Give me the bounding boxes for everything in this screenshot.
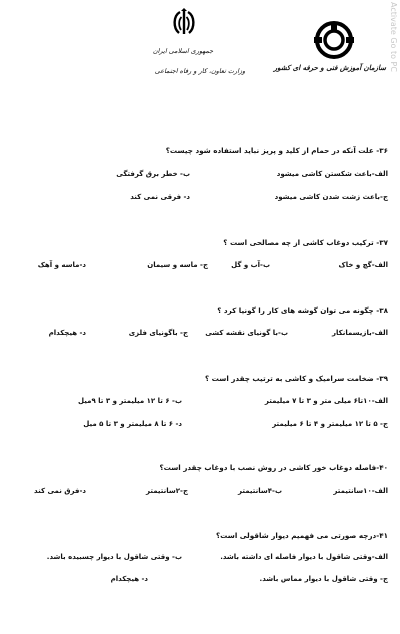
question-text: ۴۱-درچه صورتی می فهمیم دیوار شاقولی است؟ — [215, 531, 388, 540]
option-a: الف-۱۰سانتیمتر — [333, 487, 388, 495]
option-c: ج-۲سانتیمتر — [146, 487, 188, 495]
option-b: ب- خطر برق گرفتگی — [116, 170, 190, 178]
option-d: د- ۶ تا ۸ میلیمتر و ۳ تا ۵ میل — [83, 420, 182, 428]
option-d: د- هیچکدام — [110, 575, 148, 583]
question-text: ۴۰-فاصله دوغاب خور کاشی در روش نصب با دوغاب چقدر است؟ — [159, 463, 388, 472]
activation-watermark — [389, 2, 398, 72]
question-text: ۳۹- ضخامت سرامیک و کاشی به ترتیب چقدر است ؟ — [204, 374, 388, 383]
option-b: ب- وقتی شاقول با دیوار چسبیده باشد. — [46, 553, 182, 561]
option-c: ج- ۵ تا ۱۲ میلیمتر و ۴ تا ۶ میلیمتر — [272, 420, 388, 428]
option-c: ج- باگونیای فلزی — [128, 329, 188, 337]
option-d: د- هیچکدام — [48, 329, 86, 337]
option-c: ج- وقتی شاقول با دیوار مماس باشد. — [259, 575, 388, 583]
option-b: ب-۴سانتیمتر — [238, 487, 282, 495]
option-b: ب-آب و گل — [231, 261, 270, 269]
header-country-text: جمهوری اسلامی ایران — [152, 47, 214, 55]
option-a: الف-وقتی شاقول با دیوار فاصله ای داشته باشد. — [220, 553, 388, 561]
watermark-line1: Activate — [389, 2, 398, 35]
question-text: ۳۷- ترکیب دوغاب کاشی از چه مصالحی است ؟ — [223, 238, 388, 247]
option-b: ب-با گونیای نقشه کشی — [205, 329, 288, 337]
question-text: ۳۶- علت آنکه در حمام از کلید و پریز نباید استفاده شود چیست؟ — [165, 146, 388, 155]
organization-logo-icon — [312, 20, 356, 60]
option-a: الف-۱۰تا۶ میلی متر و ۳ تا ۷ میلیمتر — [264, 397, 388, 405]
header-organization-text: سازمان آموزش فنی و حرفه ای کشور — [273, 64, 386, 72]
iran-emblem-icon — [170, 8, 198, 38]
option-d: د-ماسه و آهک — [37, 261, 86, 269]
option-a: الف-باعث شکستن کاشی میشود — [276, 170, 388, 178]
option-c: ج-باعث زشت شدن کاشی میشود — [274, 193, 388, 201]
header-ministry-text: وزارت تعاون، کار و رفاه اجتماعی — [154, 67, 246, 75]
option-d: د- فرقی نمی کند — [130, 193, 190, 201]
option-a: الف-بازیسمانکار — [332, 329, 388, 337]
option-b: ب- ۶ تا ۱۲ میلیمتر و ۳ تا ۹میل — [78, 397, 182, 405]
option-c: ج- ماسه و سیمان — [147, 261, 208, 269]
question-text: ۳۸- چگونه می توان گوشه های کار را گونیا کرد ؟ — [217, 306, 388, 315]
watermark-line2: Go to PC — [389, 37, 398, 72]
option-d: د-فرق نمی کند — [34, 487, 86, 495]
option-a: الف-گچ و خاک — [338, 261, 388, 269]
